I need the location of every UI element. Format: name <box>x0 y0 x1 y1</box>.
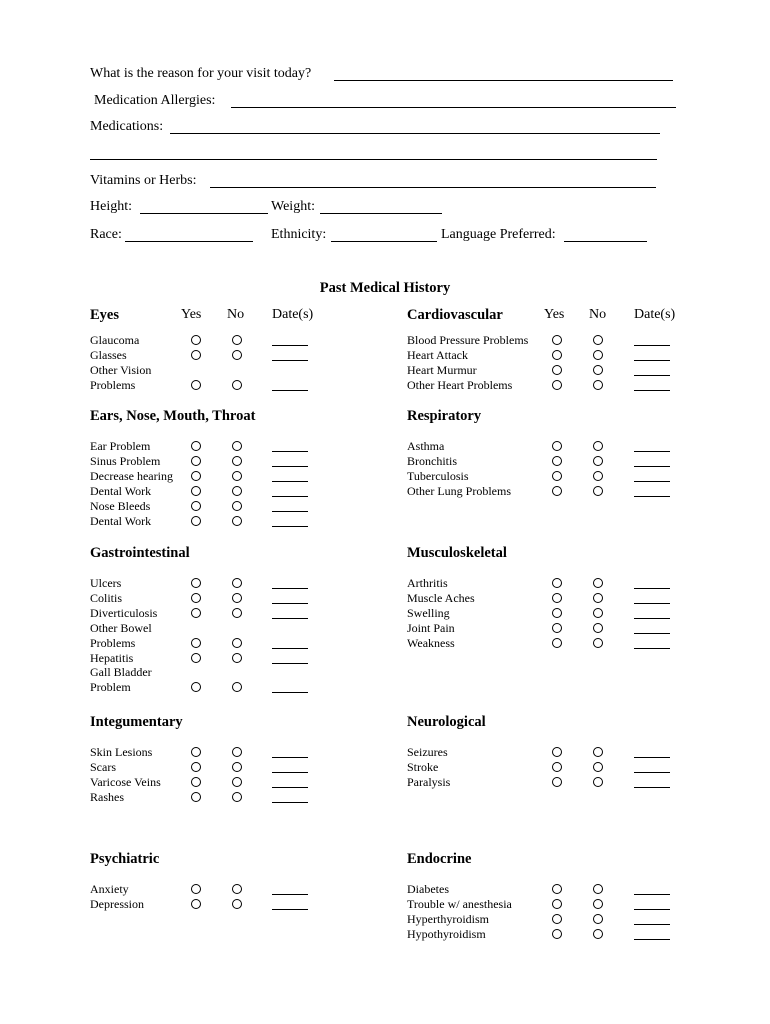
yes-radio[interactable] <box>191 777 201 787</box>
condition-label: Joint Pain <box>407 620 455 635</box>
left-col-no: No <box>227 307 245 322</box>
condition-label: Diabetes <box>407 882 449 896</box>
height-field[interactable] <box>140 213 268 214</box>
condition-label: Scars <box>90 759 116 774</box>
date-field[interactable] <box>272 663 308 664</box>
condition-label: Varicose Veins <box>90 774 161 789</box>
yes-radio[interactable] <box>191 899 201 909</box>
no-radio[interactable] <box>593 623 603 633</box>
condition-label: Ulcers <box>90 576 122 590</box>
right-col-yes: Yes <box>544 307 565 322</box>
height-label: Height: <box>90 199 132 214</box>
condition-label: Skin Lesions <box>90 745 153 759</box>
yes-radio[interactable] <box>191 380 201 390</box>
no-radio[interactable] <box>232 593 242 603</box>
yes-radio[interactable] <box>191 608 201 618</box>
right-col-dates: Date(s) <box>634 307 676 322</box>
reason-field[interactable] <box>334 80 673 81</box>
yes-radio[interactable] <box>552 638 562 648</box>
condition-label: Decrease hearing <box>90 468 173 483</box>
yes-radio[interactable] <box>552 593 562 603</box>
no-radio[interactable] <box>593 899 603 909</box>
section-title-gastrointestinal: Gastrointestinal <box>90 545 190 561</box>
race-label: Race: <box>90 227 122 242</box>
no-radio[interactable] <box>232 471 242 481</box>
date-field[interactable] <box>272 894 308 895</box>
no-radio[interactable] <box>593 593 603 603</box>
yes-radio[interactable] <box>191 471 201 481</box>
vitamins-label: Vitamins or Herbs: <box>90 173 197 188</box>
no-radio[interactable] <box>232 638 242 648</box>
condition-label: Hyperthyroidism <box>407 911 489 926</box>
date-field[interactable] <box>272 451 308 452</box>
section-title-psychiatric: Psychiatric <box>90 851 160 867</box>
yes-radio[interactable] <box>191 350 201 360</box>
date-field[interactable] <box>634 924 670 925</box>
condition-label: Blood Pressure Problems <box>407 333 529 347</box>
yes-radio[interactable] <box>191 516 201 526</box>
date-field[interactable] <box>634 466 670 467</box>
condition-label: Other Vision <box>90 362 152 377</box>
yes-radio[interactable] <box>191 653 201 663</box>
no-radio[interactable] <box>232 335 242 345</box>
no-radio[interactable] <box>593 914 603 924</box>
language-label: Language Preferred: <box>441 227 556 242</box>
condition-label: Heart Murmur <box>407 362 477 377</box>
no-radio[interactable] <box>593 762 603 772</box>
section-title-integumentary: Integumentary <box>90 714 183 730</box>
date-field[interactable] <box>272 496 308 497</box>
date-field[interactable] <box>272 648 308 649</box>
no-radio[interactable] <box>232 762 242 772</box>
yes-radio[interactable] <box>191 441 201 451</box>
medications-field-line2[interactable] <box>90 159 657 160</box>
no-radio[interactable] <box>232 792 242 802</box>
condition-label: Muscle Aches <box>407 590 475 605</box>
date-field[interactable] <box>272 511 308 512</box>
date-field[interactable] <box>634 360 670 361</box>
no-radio[interactable] <box>232 578 242 588</box>
date-field[interactable] <box>272 772 308 773</box>
yes-radio[interactable] <box>552 350 562 360</box>
condition-label: Bronchitis <box>407 453 457 468</box>
yes-radio[interactable] <box>552 471 562 481</box>
medications-label: Medications: <box>90 119 164 134</box>
no-radio[interactable] <box>232 747 242 757</box>
no-radio[interactable] <box>232 380 242 390</box>
yes-radio[interactable] <box>552 486 562 496</box>
date-field[interactable] <box>634 375 670 376</box>
condition-label: Rashes <box>90 789 124 804</box>
yes-radio[interactable] <box>191 456 201 466</box>
section-title-neurological: Neurological <box>407 714 486 730</box>
no-radio[interactable] <box>593 608 603 618</box>
yes-radio[interactable] <box>191 638 201 648</box>
section-title-endocrine: Endocrine <box>407 851 472 867</box>
no-radio[interactable] <box>232 456 242 466</box>
yes-radio[interactable] <box>552 578 562 588</box>
date-field[interactable] <box>634 451 670 452</box>
no-radio[interactable] <box>232 682 242 692</box>
vitamins-field[interactable] <box>210 187 656 188</box>
condition-label: Paralysis <box>407 774 451 789</box>
history-title: Past Medical History <box>319 280 451 296</box>
yes-radio[interactable] <box>552 777 562 787</box>
date-field[interactable] <box>272 588 308 589</box>
no-radio[interactable] <box>232 884 242 894</box>
date-field[interactable] <box>272 909 308 910</box>
yes-radio[interactable] <box>552 335 562 345</box>
left-col-yes: Yes <box>181 307 202 322</box>
date-field[interactable] <box>272 360 308 361</box>
yes-radio[interactable] <box>191 578 201 588</box>
yes-radio[interactable] <box>191 762 201 772</box>
condition-label: Problems <box>90 377 136 392</box>
condition-label: Dental Work <box>90 483 152 498</box>
allergies-field[interactable] <box>231 107 676 108</box>
no-radio[interactable] <box>593 486 603 496</box>
condition-label: Colitis <box>90 590 123 605</box>
condition-label: Diverticulosis <box>90 605 158 620</box>
reason-label: What is the reason for your visit today? <box>90 66 312 81</box>
yes-radio[interactable] <box>552 929 562 939</box>
no-radio[interactable] <box>593 578 603 588</box>
no-radio[interactable] <box>232 501 242 511</box>
yes-radio[interactable] <box>552 914 562 924</box>
section-title-eyes: Eyes <box>90 307 119 323</box>
medications-field[interactable] <box>170 133 660 134</box>
language-field[interactable] <box>564 241 647 242</box>
no-radio[interactable] <box>593 471 603 481</box>
condition-label: Other Bowel <box>90 620 152 635</box>
condition-label: Other Heart Problems <box>407 377 513 392</box>
yes-radio[interactable] <box>552 380 562 390</box>
condition-label: Depression <box>90 896 144 911</box>
no-radio[interactable] <box>232 777 242 787</box>
date-field[interactable] <box>272 757 308 758</box>
date-field[interactable] <box>634 390 670 391</box>
condition-label: Dental Work <box>90 513 152 528</box>
condition-label: Hepatitis <box>90 650 134 665</box>
condition-label: Weakness <box>407 635 455 650</box>
no-radio[interactable] <box>593 441 603 451</box>
yes-radio[interactable] <box>191 593 201 603</box>
no-radio[interactable] <box>593 638 603 648</box>
ethnicity-label: Ethnicity: <box>271 227 327 242</box>
right-col-no: No <box>589 307 607 322</box>
condition-label: Asthma <box>407 439 445 453</box>
date-field[interactable] <box>634 633 670 634</box>
condition-label: Glasses <box>90 347 127 362</box>
condition-label: Heart Attack <box>407 347 468 362</box>
condition-label: Anxiety <box>90 882 129 896</box>
date-field[interactable] <box>272 466 308 467</box>
left-col-dates: Date(s) <box>272 307 314 322</box>
date-field[interactable] <box>634 481 670 482</box>
yes-radio[interactable] <box>191 792 201 802</box>
condition-label: Seizures <box>407 745 448 759</box>
section-title-ears-nose-mouth-throat: Ears, Nose, Mouth, Throat <box>90 408 256 424</box>
allergies-label: Medication Allergies: <box>94 93 216 108</box>
yes-radio[interactable] <box>191 486 201 496</box>
weight-label: Weight: <box>271 199 315 214</box>
yes-radio[interactable] <box>191 501 201 511</box>
condition-label: Other Lung Problems <box>407 483 511 498</box>
date-field[interactable] <box>272 481 308 482</box>
condition-label: Trouble w/ anesthesia <box>407 896 512 911</box>
yes-radio[interactable] <box>552 441 562 451</box>
condition-label: Arthritis <box>407 576 448 590</box>
date-field[interactable] <box>634 909 670 910</box>
date-field[interactable] <box>272 345 308 346</box>
condition-label: Tuberculosis <box>407 468 469 483</box>
condition-label: Problems <box>90 635 136 650</box>
yes-radio[interactable] <box>552 365 562 375</box>
yes-radio[interactable] <box>552 623 562 633</box>
date-field[interactable] <box>634 772 670 773</box>
date-field[interactable] <box>272 618 308 619</box>
condition-label: Stroke <box>407 759 439 774</box>
yes-radio[interactable] <box>552 608 562 618</box>
no-radio[interactable] <box>232 516 242 526</box>
date-field[interactable] <box>272 390 308 391</box>
yes-radio[interactable] <box>552 747 562 757</box>
date-field[interactable] <box>272 526 308 527</box>
no-radio[interactable] <box>593 350 603 360</box>
condition-label: Nose Bleeds <box>90 498 151 513</box>
no-radio[interactable] <box>232 350 242 360</box>
no-radio[interactable] <box>593 380 603 390</box>
date-field[interactable] <box>634 496 670 497</box>
date-field[interactable] <box>272 603 308 604</box>
date-field[interactable] <box>634 588 670 589</box>
condition-label: Swelling <box>407 605 450 620</box>
date-field[interactable] <box>634 939 670 940</box>
no-radio[interactable] <box>232 653 242 663</box>
date-field[interactable] <box>272 692 308 693</box>
no-radio[interactable] <box>593 777 603 787</box>
yes-radio[interactable] <box>191 682 201 692</box>
no-radio[interactable] <box>593 335 603 345</box>
condition-label: Problem <box>90 680 131 695</box>
yes-radio[interactable] <box>191 884 201 894</box>
date-field[interactable] <box>634 603 670 604</box>
date-field[interactable] <box>634 787 670 788</box>
yes-radio[interactable] <box>191 747 201 757</box>
date-field[interactable] <box>272 802 308 803</box>
date-field[interactable] <box>634 618 670 619</box>
no-radio[interactable] <box>593 929 603 939</box>
no-radio[interactable] <box>593 747 603 757</box>
yes-radio[interactable] <box>552 762 562 772</box>
condition-label: Sinus Problem <box>90 453 161 468</box>
yes-radio[interactable] <box>552 884 562 894</box>
no-radio[interactable] <box>232 608 242 618</box>
weight-field[interactable] <box>320 213 442 214</box>
no-radio[interactable] <box>593 365 603 375</box>
race-field[interactable] <box>125 241 253 242</box>
no-radio[interactable] <box>232 441 242 451</box>
no-radio[interactable] <box>232 486 242 496</box>
date-field[interactable] <box>634 894 670 895</box>
date-field[interactable] <box>634 757 670 758</box>
date-field[interactable] <box>272 787 308 788</box>
no-radio[interactable] <box>232 899 242 909</box>
section-title-cardiovascular: Cardiovascular <box>407 307 503 323</box>
section-title-respiratory: Respiratory <box>407 408 482 424</box>
yes-radio[interactable] <box>552 899 562 909</box>
condition-label: Glaucoma <box>90 333 140 347</box>
no-radio[interactable] <box>593 456 603 466</box>
section-title-musculoskeletal: Musculoskeletal <box>407 545 507 561</box>
ethnicity-field[interactable] <box>331 241 437 242</box>
date-field[interactable] <box>634 648 670 649</box>
yes-radio[interactable] <box>552 456 562 466</box>
condition-label: Hypothyroidism <box>407 926 486 941</box>
yes-radio[interactable] <box>191 335 201 345</box>
condition-label: Ear Problem <box>90 439 151 453</box>
no-radio[interactable] <box>593 884 603 894</box>
date-field[interactable] <box>634 345 670 346</box>
condition-label: Gall Bladder <box>90 665 152 680</box>
